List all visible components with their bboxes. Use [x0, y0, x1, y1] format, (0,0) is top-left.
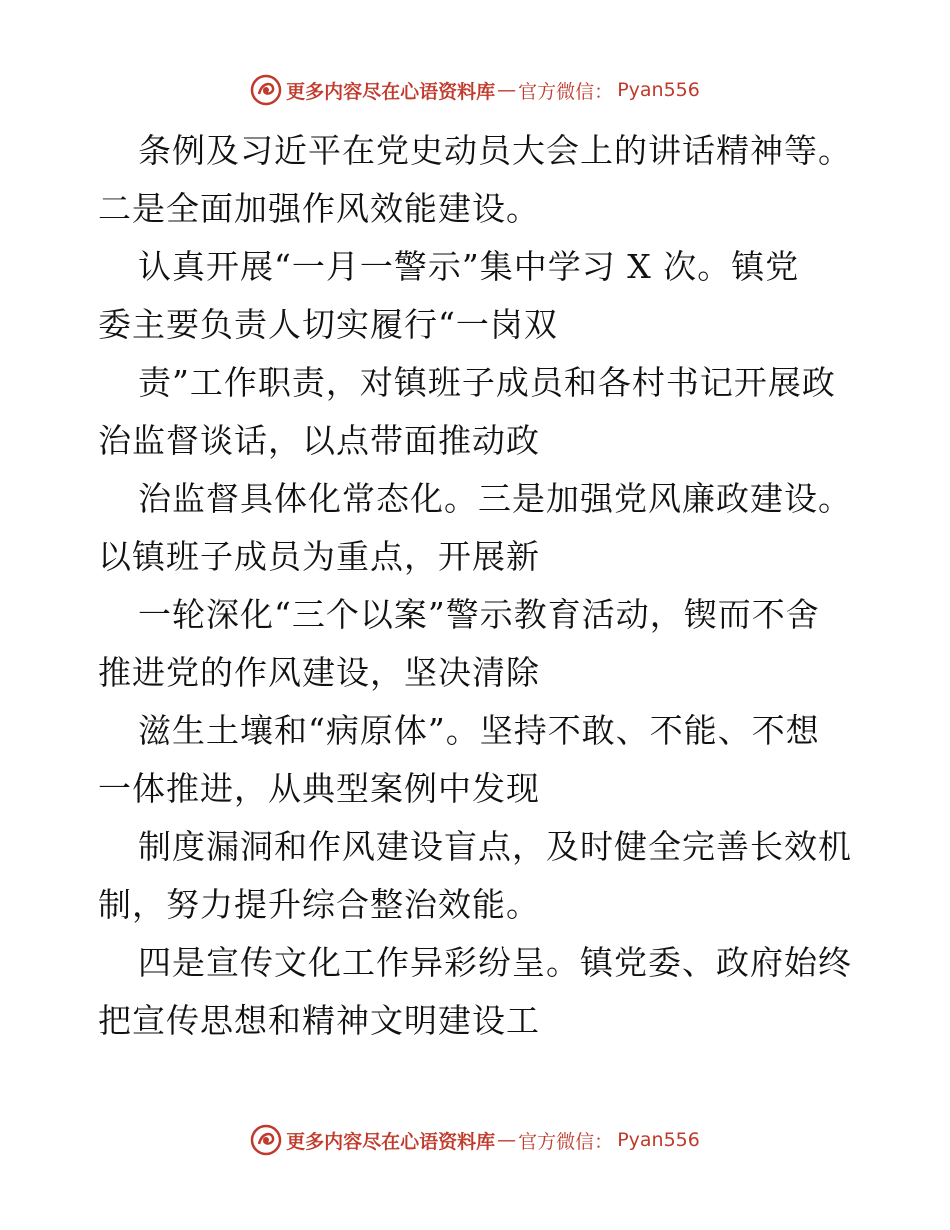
- body-line: 责”工作职责，对镇班子成员和各村书记开展政: [138, 363, 836, 402]
- body-line: 一轮深化“三个以案”警示教育活动，锲而不舍: [138, 595, 820, 634]
- header-watermark: [0, 72, 950, 108]
- document-body: [98, 122, 858, 1050]
- body-line: 委主要负责人切实履行“一岗双: [98, 305, 558, 344]
- watermark-id: Pyan556: [617, 1129, 700, 1151]
- body-line: 治监督具体化常态化。三是加强党风廉政建设。: [138, 479, 852, 518]
- body-line: 条例及习近平在党史动员大会上的讲话精神等。: [138, 131, 852, 170]
- watermark-separator: —: [497, 1129, 517, 1151]
- watermark-sub-text: 官方微信：: [518, 80, 614, 103]
- body-line: 一体推进，从典型案例中发现: [98, 769, 540, 808]
- body-line: 四是宣传文化工作异彩纷呈。镇党委、政府始终: [138, 943, 852, 982]
- footer-watermark: [0, 1122, 950, 1158]
- watermark-main-text: 更多内容尽在心语资料库: [286, 80, 496, 103]
- body-line: 把宣传思想和精神文明建设工: [98, 1001, 540, 1040]
- red-swirl-logo-icon: [250, 74, 282, 106]
- body-line: 认真开展“一月一警示”集中学习 X 次。镇党: [138, 247, 800, 286]
- body-line: 以镇班子成员为重点，开展新: [98, 537, 540, 576]
- watermark-main-text: 更多内容尽在心语资料库: [286, 1130, 496, 1153]
- body-line: 推进党的作风建设，坚决清除: [98, 653, 540, 692]
- watermark-id: Pyan556: [617, 79, 700, 101]
- body-line: 制度漏洞和作风建设盲点，及时健全完善长效机: [138, 827, 852, 866]
- body-line: 二是全面加强作风效能建设。: [98, 189, 540, 228]
- watermark-separator: —: [497, 79, 517, 101]
- body-line: 制，努力提升综合整治效能。: [98, 885, 540, 924]
- watermark-sub-text: 官方微信：: [518, 1130, 614, 1153]
- body-line: 滋生土壤和“病原体”。坚持不敢、不能、不想: [138, 711, 820, 750]
- body-line: 治监督谈话，以点带面推动政: [98, 421, 540, 460]
- red-swirl-logo-icon: [250, 1124, 282, 1156]
